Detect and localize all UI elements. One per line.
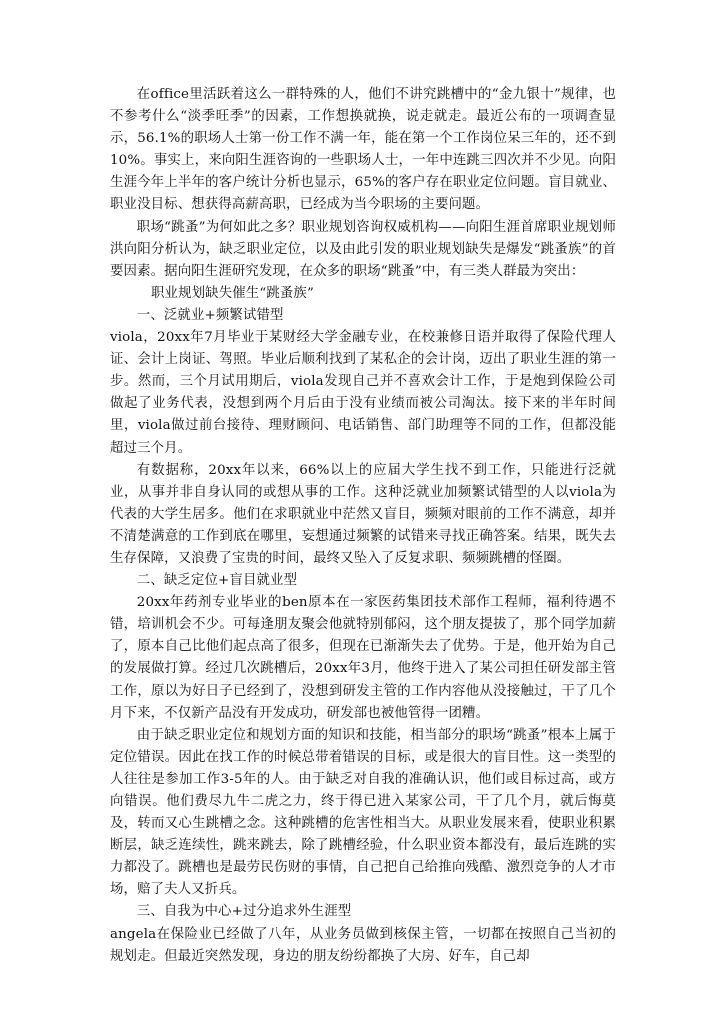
type-two-heading: 二、缺乏定位+盲目就业型	[136, 573, 298, 589]
viola-case-paragraph: viola，20xx年7月毕业于某财经大学金融专业，在校兼修日语并取得了保险代理人证、会计上岗证、驾照。毕业后顺利找到了某私企的会计岗，迈出了职业生涯的第一步。然而，三个月试用期后，viola发现自己并不喜欢会计工作，于是炮到保险公司做起了业务代表，没想到两个月后由于没有业绩而被公司淘汰。接下来的半年时间里，viola做过前台接待、理财顾问、电话销售、部门助理等不同的工作，但都没能超过三个月。	[110, 330, 616, 456]
analysis-paragraph: 职场“跳蚤”为何如此之多？职业规划咨询权威机构——向阳生涯首席职业规划师洪向阳分析认为，缺乏职业定位，以及由此引发的职业规划缺失是爆发“跳蚤族”的首要因素。据向阳生涯研究发现，在众多的职场“跳蚤”中，有三类人群最为突出：	[110, 219, 616, 279]
angela-case-paragraph: angela在保险业已经做了八年，从业务员做到核保主管，一切都在按照自己当初的规划走。但最近突然发现，身边的朋友纷纷都换了大房、好车，自己却	[110, 926, 616, 964]
type-one-analysis-paragraph: 有数据称，20xx年以来，66%以上的应届大学生找不到工作，只能进行泛就业，从事并非自身认同的或想从事的工作。这种泛就业加频繁试错型的人以viola为代表的大学生居多。他们在求职就业中茫然又盲目，频频对眼前的工作不满意，却并不清楚满意的工作到底在哪里，妄想通过频繁的试错来寻找正确答案。结果，既失去生存保障，又浪费了宝贵的时间，最终又坠入了反复求职、频频跳槽的怪圈。	[110, 462, 616, 566]
section-title: 职业规划缺失催生“跳蚤族”	[151, 285, 314, 301]
ben-case-paragraph: 20xx年药剂专业毕业的ben原本在一家医药集团技术部作工程师，福利待遇不错，培训机会不少。可每逢朋友聚会他就特别郁闷，这个朋友提拔了，那个同学加薪了，原本自己比他们起点高了很多，但现在已渐渐失去了优势。于是，他开始为自己的发展做打算。经过几次跳槽后，20xx年3月，他终于进入了某公司担任研发部主管工作，原以为好日子已经到了，没想到研发主管的工作内容他从没接触过，干了几个月下来，不仅新产品没有开发成功，研发部也被他管得一团糟。	[110, 595, 616, 721]
type-three-heading: 三、自我为中心+过分追求外生涯型	[136, 904, 352, 920]
type-one-heading: 一、泛就业+频繁试错型	[136, 307, 284, 323]
document-page	[110, 84, 616, 968]
intro-paragraph: 在office里活跃着这么一群特殊的人，他们不讲究跳槽中的“金九银十”规律，也不参考什么“淡季旺季”的因素，工作想换就换，说走就走。最近公布的一项调查显示，56.1%的职场人士第一份工作不满一年，能在第一个工作岗位呆三年的，还不到10%。事实上，来向阳生涯咨询的一些职场人士，一年中连跳三四次并不少见。向阳生涯今年上半年的客户统计分析也显示，65%的客户存在职业定位问题。盲目就业、职业没目标、想获得高薪高职，已经成为当今职场的主要问题。	[110, 87, 616, 213]
type-two-analysis-paragraph: 由于缺乏职业定位和规划方面的知识和技能，相当部分的职场“跳蚤”根本上属于定位错误。因此在找工作的时候总带着错误的目标，或是很大的盲目性。这一类型的人往往是参加工作3-5年的人。由于缺乏对自我的准确认识，他们或目标过高，或方向错误。他们费尽九牛二虎之力，终于得已进入某家公司，干了几个月，就后悔莫及，转而又心生跳槽之念。这种跳槽的危害性相当大。从职业发展来看，使职业积累断层，缺乏连续性，跳来跳去，除了跳槽经验，什么职业资本都没有，最后连跳的实力都没了。跳槽也是最劳民伤财的事情，自己把自己给推向残酷、激烈竞争的人才市场，赔了夫人又折兵。	[110, 727, 616, 898]
